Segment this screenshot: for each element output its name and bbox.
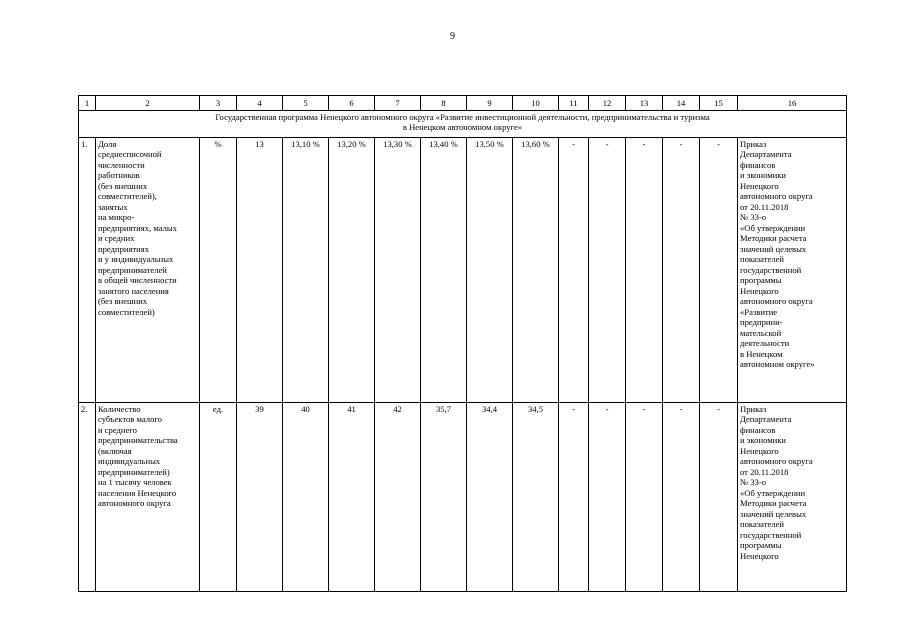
col-header-16: 16	[738, 96, 847, 111]
col-header-9: 9	[467, 96, 513, 111]
value-cell-4: 39	[237, 403, 283, 592]
value-cell-5: 13,10 %	[283, 138, 329, 403]
col-header-13: 13	[626, 96, 663, 111]
value-cell-6: 13,20 %	[329, 138, 375, 403]
value-cell-10: 34,5	[513, 403, 559, 592]
column-number-row	[79, 96, 847, 111]
value-cell-14: -	[663, 138, 700, 403]
value-cell-7: 13,30 %	[375, 138, 421, 403]
table-row	[79, 403, 847, 592]
value-cell-6: 41	[329, 403, 375, 592]
program-title-row	[79, 111, 847, 138]
indicator-name: Доля среднесписочной численности работников (без внешних совместителей), занятых на микро- предприятиях, малых и средних предприятиях и у индивидуальных предпринимателей в общей численности занятого населения (без внешних совместителей)	[96, 138, 200, 403]
value-cell-9: 34,4	[467, 403, 513, 592]
col-header-1: 1	[79, 96, 96, 111]
source-document: Приказ Департамента финансов и экономики Ненецкого автономного округа от 20.11.2018 № 33-о «Об утверждении Методики расчета значений целевых показателей государственной программы Ненецкого автономного округа «Развитие предприни- мательской деятельности в Ненецком автономном округе»	[738, 138, 847, 403]
value-cell-14: -	[663, 403, 700, 592]
col-header-12: 12	[589, 96, 626, 111]
col-header-7: 7	[375, 96, 421, 111]
value-cell-13: -	[626, 138, 663, 403]
value-cell-11: -	[559, 138, 589, 403]
value-cell-5: 40	[283, 403, 329, 592]
value-cell-15: -	[700, 403, 738, 592]
value-cell-15: -	[700, 138, 738, 403]
col-header-10: 10	[513, 96, 559, 111]
value-cell-9: 13,50 %	[467, 138, 513, 403]
col-header-5: 5	[283, 96, 329, 111]
col-header-4: 4	[237, 96, 283, 111]
col-header-14: 14	[663, 96, 700, 111]
value-cell-12: -	[589, 138, 626, 403]
unit-cell: %	[200, 138, 237, 403]
value-cell-8: 35,7	[421, 403, 467, 592]
program-title: Государственная программа Ненецкого автономного округа «Развитие инвестиционной деятельности, предпринимательства и туризма в Ненецком автономном округе»	[79, 111, 847, 138]
col-header-8: 8	[421, 96, 467, 111]
source-document: Приказ Департамента финансов и экономики Ненецкого автономного округа от 20.11.2018 № 33-о «Об утверждении Методики расчета значений целевых показателей государственной программы Ненецкого	[738, 403, 847, 592]
indicator-name: Количество субъектов малого и среднего предпринимательства (включая индивидуальных предпринимателей) на 1 тысячу человек населения Ненецкого автономного округа	[96, 403, 200, 592]
value-cell-11: -	[559, 403, 589, 592]
row-number: 2.	[79, 403, 96, 592]
value-cell-10: 13,60 %	[513, 138, 559, 403]
indicators-table	[78, 95, 847, 592]
table-row	[79, 138, 847, 403]
value-cell-8: 13,40 %	[421, 138, 467, 403]
unit-cell: ед.	[200, 403, 237, 592]
col-header-2: 2	[96, 96, 200, 111]
value-cell-7: 42	[375, 403, 421, 592]
value-cell-4: 13	[237, 138, 283, 403]
col-header-3: 3	[200, 96, 237, 111]
col-header-11: 11	[559, 96, 589, 111]
row-number: 1.	[79, 138, 96, 403]
value-cell-12: -	[589, 403, 626, 592]
col-header-6: 6	[329, 96, 375, 111]
page-number: 9	[450, 31, 455, 42]
value-cell-13: -	[626, 403, 663, 592]
col-header-15: 15	[700, 96, 738, 111]
